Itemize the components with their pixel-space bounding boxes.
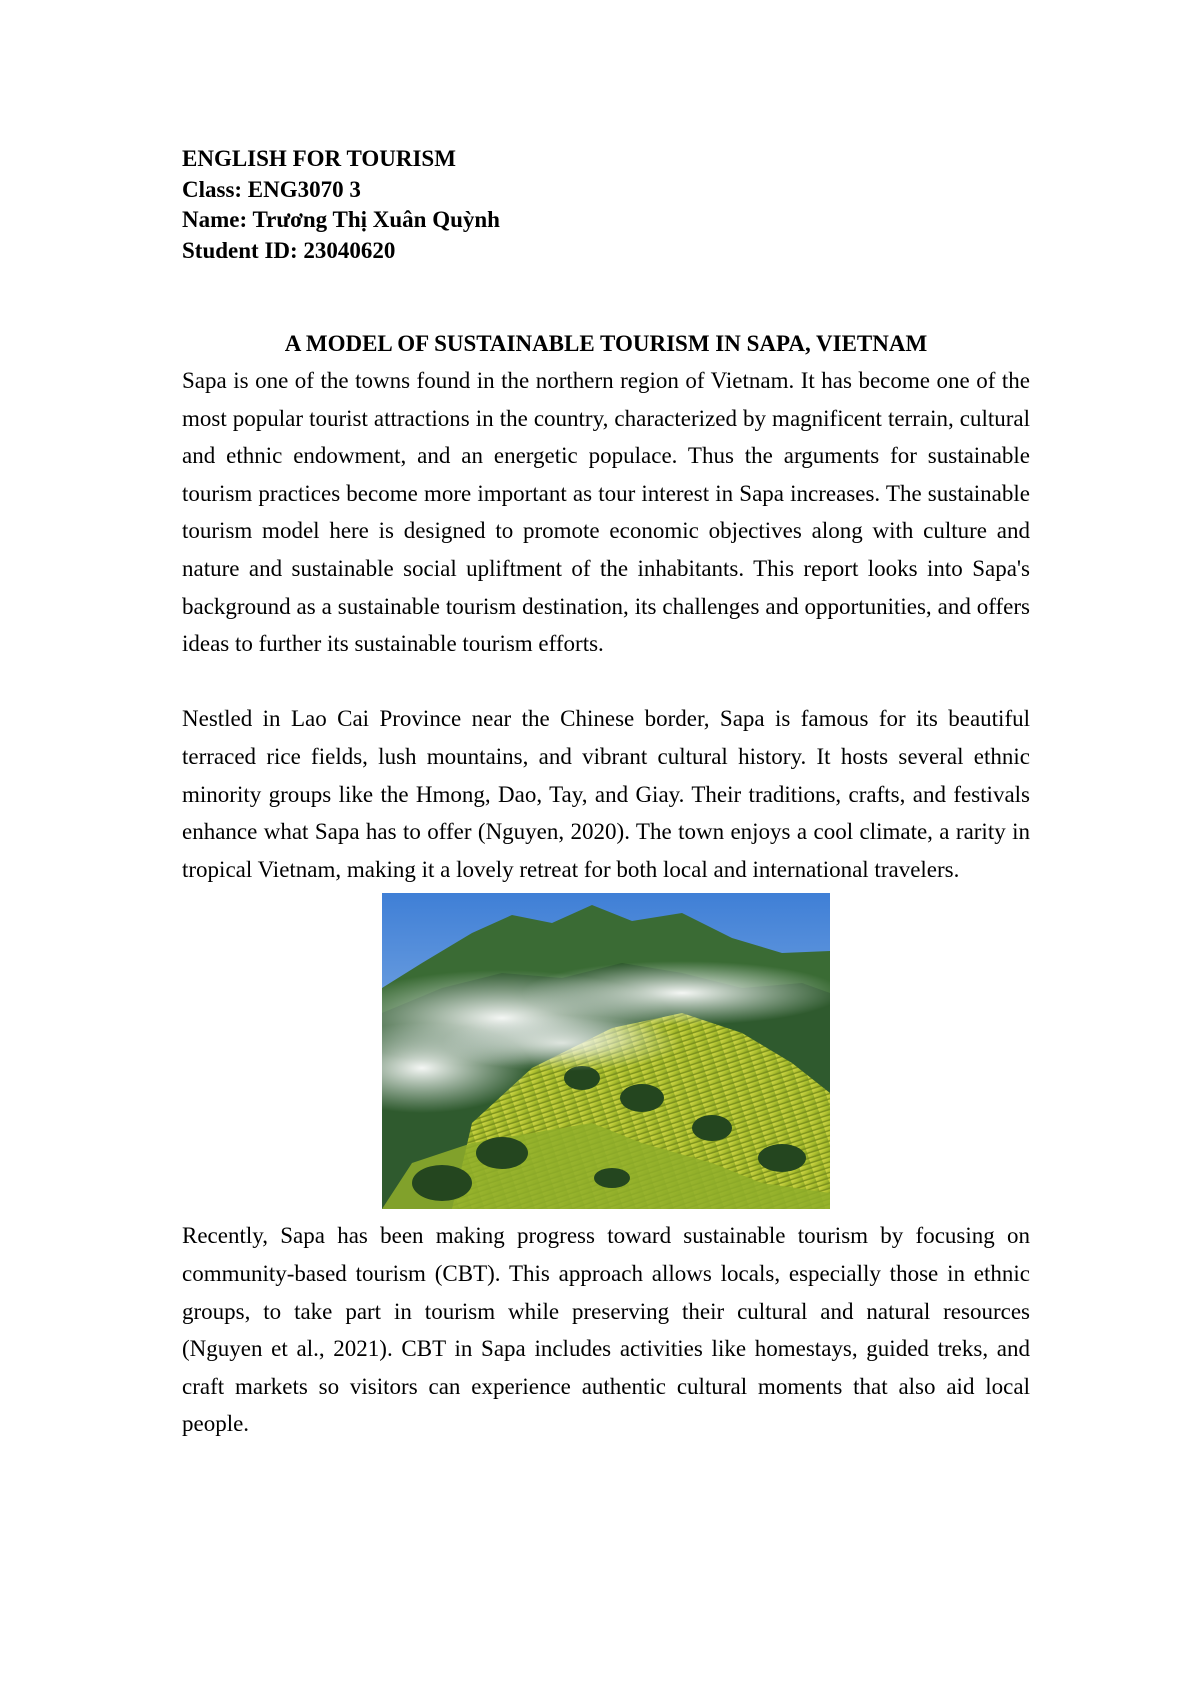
paragraph-intro: Sapa is one of the towns found in the northern region of Vietnam. It has become one of the most popular tourist attractions in the country, characterized by magnificent terrain, cultural and ethnic endowment, and an energetic populace. Thus the arguments for sustainable tourism practices become more important as tour interest in Sapa increases. The sustainable tourism model here is designed to promote economic objectives along with culture and nature and sustainable social upliftment of the inhabitants. This report looks into Sapa's background as a sustainable tourism destination, its challenges and opportunities, and offers ideas to further its sustainable tourism efforts.	[182, 368, 1030, 657]
paragraph-community-tourism: Recently, Sapa has been making progress toward sustainable tourism by focusing on community-based tourism (CBT). This approach allows locals, especially those in ethnic groups, to take part in tourism while preserving their cultural and natural resources (Nguyen et al., 2021). CBT in Sapa includes activities like homestays, guided treks, and craft markets so visitors can experience authentic cultural moments that also aid local people.	[182, 1223, 1030, 1437]
class-line: Class: ENG3070 3	[182, 176, 361, 202]
student-id-line: Student ID: 23040620	[182, 237, 396, 263]
course-title: ENGLISH FOR TOURISM	[182, 146, 456, 171]
paragraph-background: Nestled in Lao Cai Province near the Chinese border, Sapa is famous for its beautiful terraced rice fields, lush mountains, and vibrant cultural history. It hosts several ethnic minority groups like the Hmong, Dao, Tay, and Giay. Their traditions, crafts, and festivals enhance what Sapa has to offer (Nguyen, 2020). The town enjoys a cool climate, a rarity in tropical Vietnam, making it a lovely retreat for both local and international travelers.	[182, 706, 1030, 882]
header-block	[182, 144, 1030, 266]
mist-band-4	[442, 1015, 682, 1071]
sapa-terraces-illustration	[382, 893, 830, 1209]
document-title: A MODEL OF SUSTAINABLE TOURISM IN SAPA, VIETNAM	[284, 331, 928, 356]
document-body	[182, 144, 1030, 1443]
name-line: Name: Trương Thị Xuân Quỳnh	[182, 207, 500, 232]
sapa-terraces-photo	[382, 893, 830, 1209]
